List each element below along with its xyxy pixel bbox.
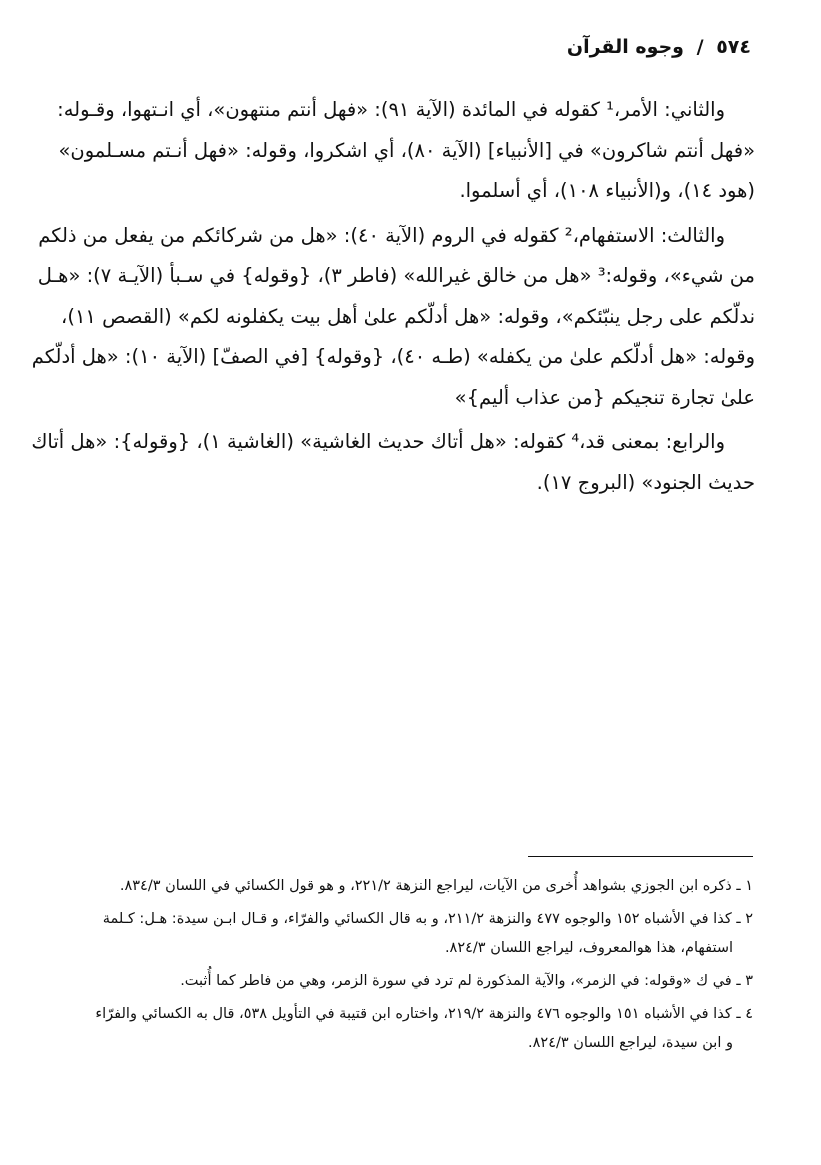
text-line: والثاني: الأمر،¹ كقوله في المائدة (الآية ٩١): «فهل أنتم منتهون»، أي انـتهوا، وقـوله:: [57, 98, 725, 121]
footnote-line: و ابن سيدة، ليراجع اللسان ٨٢٤/٣.: [528, 1035, 733, 1051]
text-line: (هود ١٤)، و(الأنبياء ١٠٨)، أي أسلموا.: [459, 179, 755, 202]
footnote-line: ٢ ـ كذا في الأشباه ١٥٢ والوجوه ٤٧٧ والنزهة ٢١١/٢، و به قال الكسائي والفرّاء، و قـال ابـن سيدة: هـل: كـلمة: [102, 911, 753, 927]
footnote-line: ١ ـ ذكره ابن الجوزي بشواهد أُخرى من الآيات، ليراجع النزهة ٢٢١/٢، و هو قول الكسائي في اللسان ٨٣٤/٣.: [119, 878, 753, 894]
text-line: وقوله: «هل أدلّكم علىٰ من يكفله» (طـه ٤٠)، {وقوله} [في الصفّ] (الآية ١٠): «هل أدلّكم: [31, 345, 755, 368]
footnote: [68, 1000, 753, 1058]
book-title: وجوه القرآن: [566, 36, 684, 58]
page-number: ٥٧٤: [716, 36, 751, 58]
paragraph: [31, 422, 755, 503]
header-separator: /: [696, 36, 704, 58]
text-line: «فهل أنتم شاكرون» في [الأنبياء] (الآية ٨٠)، أي اشكروا، وقوله: «فهل أنـتم مسـلمون»: [58, 138, 755, 162]
page-header: [567, 36, 751, 58]
footnote: [68, 872, 753, 901]
footnote-line: ٣ ـ في ك «وقوله: في الزمر»، والآية المذكورة لم ترد في سورة الزمر، وهي من فاطر كما أُثبت.: [180, 973, 753, 989]
footnotes: [68, 872, 753, 1062]
text-line: علىٰ تجارة تنجيكم {من عذاب أليم}»: [454, 385, 755, 409]
paragraph: [31, 216, 755, 419]
main-text: [31, 90, 755, 507]
footnote-divider: [528, 856, 753, 857]
text-line: والرابع: بمعنى قد،⁴ كقوله: «هل أتاك حديث الغاشية» (الغاشية ١)، {وقوله}: «هل أتاك: [31, 430, 725, 453]
text-line: حديث الجنود» (البروج ١٧).: [536, 470, 755, 494]
text-line: والثالث: الاستفهام،² كقوله في الروم (الآية ٤٠): «هل من شركائكم من يفعل من ذلكم: [38, 223, 725, 247]
text-line: من شيء»، وقوله:³ «هل من خالق غيرالله» (فاطر ٣)، {وقوله} في سـبأ (الآيـة ٧): «هـل: [37, 264, 755, 287]
paragraph: [57, 90, 755, 212]
footnote: [68, 905, 753, 963]
text-line: ندلّكم على رجل ينبّئكم»، وقوله: «هل أدلّكم علىٰ أهل بيت يكفلونه لكم» (القصص ١١)،: [61, 304, 755, 328]
footnote: [68, 967, 753, 996]
footnote-line: استفهام، هذا هوالمعروف، ليراجع اللسان ٨٢٤/٣.: [444, 940, 733, 956]
footnote-line: ٤ ـ كذا في الأشباه ١٥١ والوجوه ٤٧٦ والنزهة ٢١٩/٢، واختاره ابن قتيبة في التأويل ٥٣٨، قال به الكسائي والفرّاء: [95, 1006, 753, 1022]
